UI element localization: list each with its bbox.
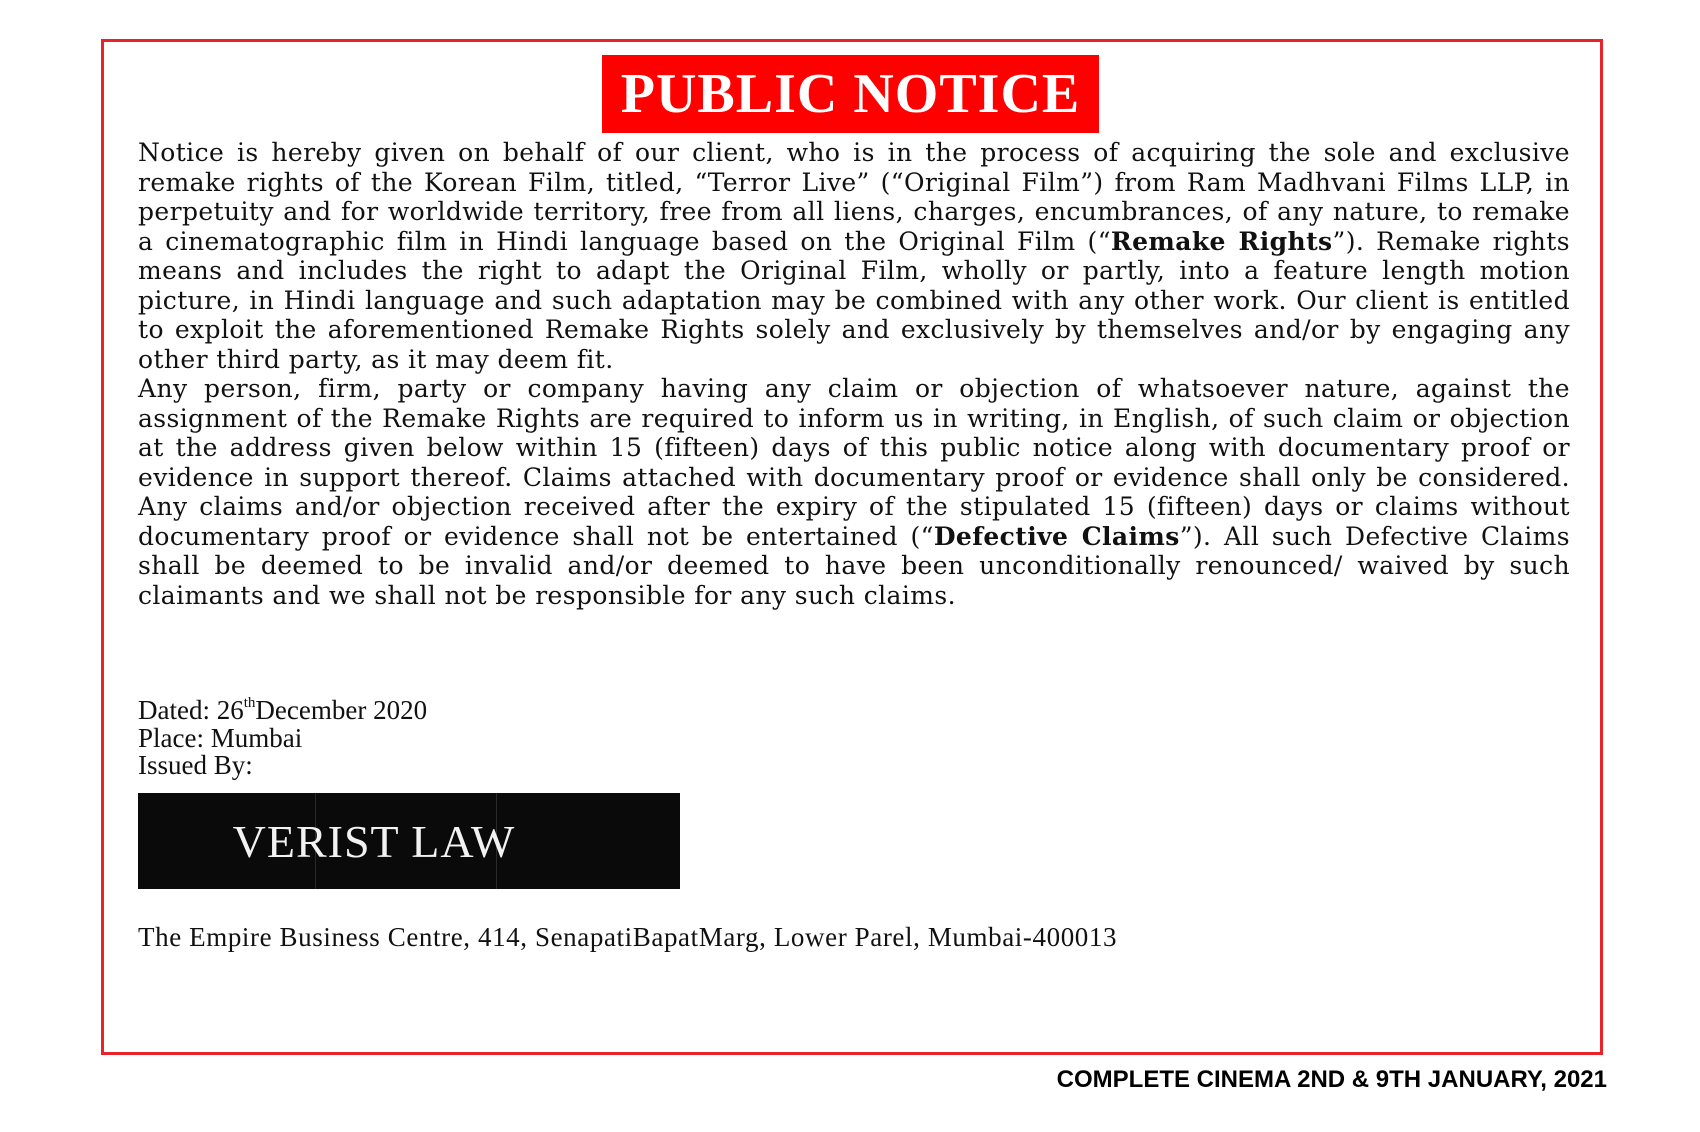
publication-footer: COMPLETE CINEMA 2ND & 9TH JANUARY, 2021 <box>1056 1066 1607 1093</box>
paragraph-2-text-b: ”). All such Defective Claims shall be deemed to be invalid and/or deemed to have been unconditionally renounced/ waived by such claimants and we shall not be responsible for any such claims. <box>138 521 1570 610</box>
notice-body <box>138 138 1570 610</box>
issued-by-line: Issued By: <box>138 750 253 780</box>
paragraph-2-text-a: Any person, firm, party or company having any claim or objection of whatsoever nature, against the assignment of the Remake Rights are required to inform us in writing, in English, of such claim or objection at the address given below within 15 (fifteen) days of this public notice along with documentary proof or evidence in support thereof. Claims attached with documentary proof or evidence shall only be considered. Any claims and/or objection received after the expiry of the stipulated 15 (fifteen) days or claims without documentary proof or evidence shall not be entertained (“ <box>138 374 1570 551</box>
dated-line <box>138 697 427 725</box>
defective-claims-term: Defective Claims <box>933 521 1180 551</box>
notice-paragraph-2 <box>138 374 1570 610</box>
issuer-address: The Empire Business Centre, 414, SenapatiBapatMarg, Lower Parel, Mumbai-400013 <box>138 922 1118 952</box>
logo-text: VERIST LAW <box>232 815 516 867</box>
dated-month-year: December 2020 <box>255 695 428 725</box>
verist-law-logo <box>138 793 680 889</box>
paragraph-1-text-b: ”). Remake rights means and includes the right to adapt the Original Film, wholly or partly, into a feature length motion picture, in Hindi language and such adaptation may be combined with any other work. Our client is entitled to exploit the aforementioned Remake Rights solely and exclusively by themselves and/or by engaging any other third party, as it may deem fit. <box>138 226 1570 374</box>
paragraph-1-text-a: Notice is hereby given on behalf of our client, who is in the process of acquiring the sole and exclusive remake rights of the Korean Film, titled, “Terror Live” (“Original Film”) from Ram Madhvani Films LLP, in perpetuity and for worldwide territory, free from all liens, charges, encumbrances, of any nature, to remake a cinematographic film in Hindi language based on the Original Film (“ <box>138 138 1570 256</box>
notice-title: PUBLIC NOTICE <box>620 63 1081 125</box>
dated-label: Dated: 26 <box>138 695 244 725</box>
notice-paragraph-1 <box>138 138 1570 374</box>
notice-meta <box>138 697 427 780</box>
remake-rights-term: Remake Rights <box>1110 226 1333 256</box>
place-line: Place: Mumbai <box>138 722 303 753</box>
notice-title-banner <box>602 55 1099 133</box>
dated-ordinal: th <box>243 695 256 711</box>
